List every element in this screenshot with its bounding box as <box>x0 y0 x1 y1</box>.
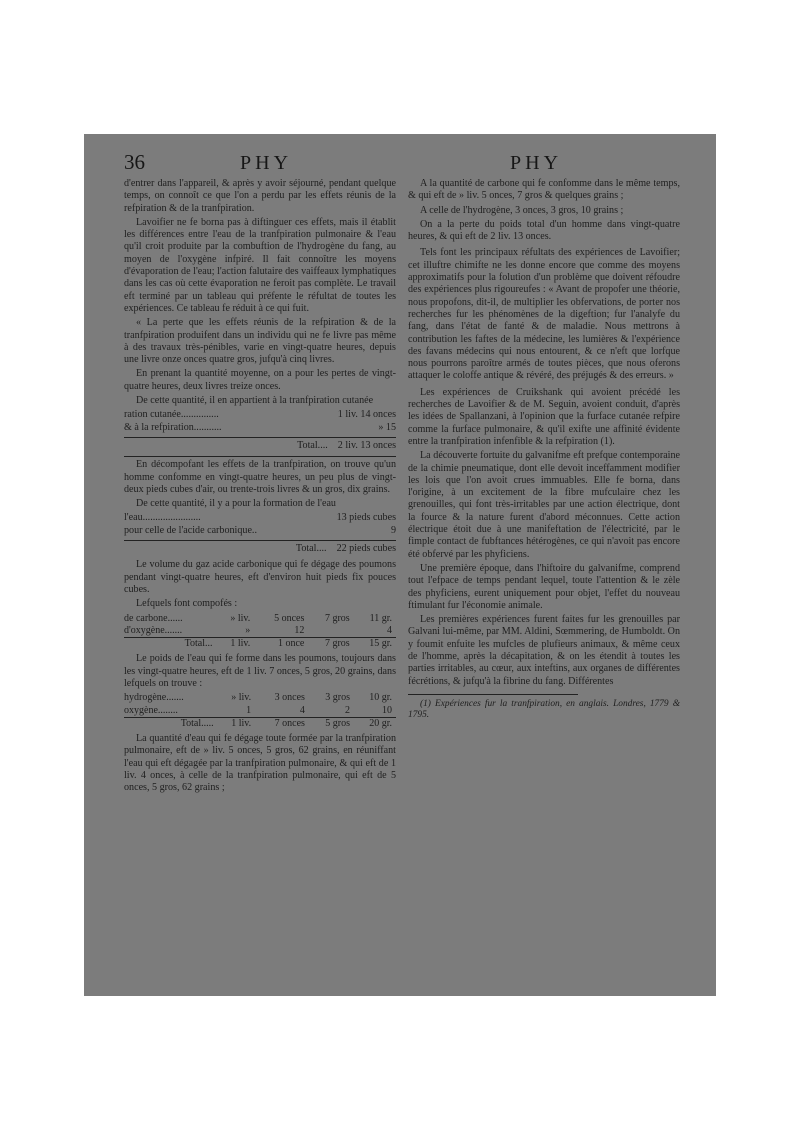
paragraph: d'entrer dans l'appareil, & après y avoir séjourné, pendant quelque temps, on connoît ce que l'on a perdu par les effets réunis de la refpiration & de la tranfpiration. <box>124 178 396 214</box>
scanned-page <box>84 134 716 996</box>
paragraph: Les expériences de Cruikshank qui avoient précédé les recherches de Lavoifier & de M. Seguin, avoient conduit, d'après les idées de Spallanzani, à l'opinion que la furface cutanée refpire comme la furface pulmonaire, & qu'il exifte une affinité évidente entre la tranfpiration infenfible & la refpiration (1). <box>408 386 680 447</box>
paragraph: Une première époque, dans l'hiftoire du galvanifme, comprend tout l'efpace de temps pendant lequel, toute l'attention & le zèle des phyficiens, eurent uniquement pour objet, l'effet du nouveau ftimulant fur l'économie animale. <box>408 562 680 611</box>
total-value: 2 liv. 13 onces <box>337 439 396 451</box>
divider <box>124 540 396 541</box>
table-cell: 7 gros <box>324 612 350 624</box>
paragraph: En prenant la quantité moyenne, on a pour les pertes de vingt-quatre heures, deux livres treize onces. <box>124 368 396 392</box>
paragraph: La quantité d'eau qui fe dégage toute formée par la tranfpiration pulmonaire, eft de » liv. 5 onces, 5 gros, 62 grains, en réuniffant l'eau qui eft dégagée par la tranfpiration pulmonaire, & qui eft de 1 liv. 4 onces, à celle de la tranfpiration pulmonaire, qui eft de 5 onces, 5 gros, 62 grains ; <box>124 733 396 794</box>
total-label: Total.... <box>295 543 327 555</box>
table-cell: 5 onces <box>274 612 305 624</box>
table-cell: » liv. <box>231 692 252 704</box>
table-row <box>124 705 396 718</box>
total-row <box>124 543 396 555</box>
table-cell: Total... <box>184 638 213 650</box>
table-cell: de carbone...... <box>124 612 183 624</box>
table-cell: oxygène........ <box>124 704 178 716</box>
row-label: pour celle de l'acide carbonique.. <box>124 524 257 536</box>
table-cell: d'oxygène....... <box>124 624 183 636</box>
table-cell: Total..... <box>180 717 214 729</box>
table-cell: 2 <box>344 704 350 716</box>
total-value: 22 pieds cubes <box>336 543 396 555</box>
table-cell: 10 <box>382 704 392 716</box>
paragraph: En décompofant les effets de la tranfpiration, on trouve qu'un homme confomme en vingt-quatre heures, un peu plus de vingt-deux pieds cubes d'air, ou trente-trois livres & un gros, dix grains. <box>124 459 396 495</box>
table-row <box>124 409 396 421</box>
table-cell: 4 <box>387 624 392 636</box>
table-row <box>124 422 396 434</box>
paragraph: De cette quantité, il y a pour la formation de l'eau <box>136 498 336 510</box>
table-cell: 1 liv. <box>231 717 252 729</box>
row-value: 13 pieds cubes <box>336 512 396 524</box>
total-label: Total.... <box>297 439 328 451</box>
paragraph: De cette quantité, il en appartient à la tranfpiration cutanée <box>136 395 374 407</box>
table-cell: 7 gros <box>324 638 350 650</box>
composition-table <box>124 613 396 651</box>
paragraph: « La perte que les effets réunis de la refpiration & de la tranfpiration produifent dans un individu qui ne fe livre pas même à des travaux très-pénibles, varie en vingt-quatre heures, depuis une livre onze onces quatre gros, jufqu'à cinq livres. <box>124 317 396 366</box>
table-cell: 1 once <box>277 638 305 650</box>
table-cell: 15 gr. <box>369 638 392 650</box>
running-title-left: PHY <box>240 152 293 174</box>
paragraph: Le poids de l'eau qui fe forme dans les poumons, toujours dans les vingt-quatre heures, eft de 1 liv. 7 onces, 5 gros, 20 grains, dans lefquels on trouve : <box>124 653 396 689</box>
footnote: (1) Expériences fur la tranfpiration, en anglais. Londres, 1779 & 1795. <box>408 698 680 721</box>
running-title-right: PHY <box>510 152 563 174</box>
paragraph: Le volume du gaz acide carbonique qui fe dégage des poumons pendant vingt-quatre heures, eft d'environ huit pieds fix pouces cubes. <box>124 559 396 595</box>
row-value: 9 <box>390 524 396 536</box>
paragraph: Tels font les principaux réfultats des expériences de Lavoifier; cet illuftre chimifte ne les donne encore que comme des moyens approximatifs pour la folution d'un problème que doivent réfoudre des expériences plus rigoureufes : « Avant de propofer une théorie, nous propofons, dit-il, de multiplier les obfervations, de porter nos recherches fur les phénomènes de la digeftion; fur l'analyfe du fang, dans l'état de fanté & de maladie. Nous mettrons à contribution les faftes de la médecine, les lumières & l'expérience des favans médecins qui nous entourent, & ce n'eft que lorfque nous pourrons paroître armés de toutes pièces, que nous oferons attaquer le coloffe antique & révéré, des préjugés & des erreurs. » <box>408 247 680 382</box>
page-number: 36 <box>124 150 145 174</box>
table-cell: 12 <box>294 624 305 636</box>
table-cell: » <box>245 624 251 636</box>
table-cell: 1 liv. <box>230 638 251 650</box>
paragraph: Lavoifier ne fe borna pas à diftinguer ces effets, mais il établit les différences entre l'eau de la tranfpiration pulmonaire & l'eau qu'il croit produite par la combuftion de l'hydrogène du fang, au moyen de l'oxygène infpiré. Il fait connoître les moyens d'évaporation de l'eau; l'action falutaire des vaiffeaux lymphatiques dans les cas où cette évaporation ne feroit pas complète. Le travail eft terminé par un tableau qui préfente le réfultat de toutes les expériences. Ce tableau fe réduit à ce qui fuit. <box>124 216 396 314</box>
row-value: » 15 <box>378 421 396 433</box>
row-label: & à la refpiration........... <box>124 421 222 433</box>
water-composition-table <box>124 692 396 730</box>
table-cell: 5 gros <box>325 717 350 729</box>
left-column <box>124 178 396 797</box>
paragraph: Les premières expériences furent faites fur les grenouilles par Galvani lui-même, par MM. Aldini, Sœmmering, de Humboldt. On y foumit enfuite les mufcles de plufieurs animaux, & même ceux de l'homme, après la décapitation, & on les étendit à toutes les parties irritables, au cœur, aux inteftins, aux organes de différentes fécrétions, & jufqu'à la fibrine du fang. Différentes <box>408 614 680 687</box>
table-row <box>124 512 396 524</box>
paragraph: A celle de l'hydrogène, 3 onces, 3 gros, 10 grains ; <box>420 204 624 216</box>
table-cell: 11 gr. <box>369 612 392 624</box>
table-cell: 10 gr. <box>369 692 392 704</box>
table-cell: hydrogène....... <box>124 692 184 704</box>
table-cell: 1 <box>246 704 252 716</box>
row-value: 1 liv. 14 onces <box>337 409 396 421</box>
total-row <box>124 638 396 651</box>
table-cell: 3 onces <box>274 692 305 704</box>
table-row <box>124 692 396 704</box>
table-cell: 20 gr. <box>369 717 392 729</box>
right-column <box>408 178 680 724</box>
table-cell: 4 <box>299 704 305 716</box>
paragraph: La découverte fortuite du galvanifme eft prefque contemporaine de la chimie pneumatique, dont elle devoit inceffamment modifier les lois que l'on avoit crues immuables. Elle fe borna, dans l'origine, à un excitement de la fibre mufculaire chez les grenouilles, qui font très-irritables par une action électrique, dont la fource & la nature furent d'abord méconnues. Cette action électrique étoit due à une manifeftation de l'électricité, par le fimple contact de fubftances hétérogènes, ce qui n'avoit pas encore été obfervé par les phyficiens. <box>408 450 680 560</box>
table-cell: 7 onces <box>274 717 305 729</box>
table-row <box>124 625 396 638</box>
divider <box>124 437 396 438</box>
paragraph: A la quantité de carbone qui fe confomme dans le même temps, & qui eft de » liv. 5 onces, 7 gros & quelques grains ; <box>408 178 680 202</box>
paragraph: Lefquels font compofés : <box>136 598 238 610</box>
table-row <box>124 525 396 537</box>
total-row <box>124 440 396 452</box>
divider <box>124 456 396 457</box>
table-cell: 3 gros <box>325 692 350 704</box>
total-row <box>124 717 396 730</box>
table-cell <box>308 625 353 638</box>
table-row <box>124 613 396 625</box>
table-cell: » liv. <box>230 612 251 624</box>
footnote-divider <box>408 694 578 695</box>
running-header <box>84 150 716 180</box>
paragraph: On a la perte du poids total d'un homme dans vingt-quatre heures, & qui eft de 2 liv. 13 onces. <box>408 218 680 243</box>
row-label: ration cutanée............... <box>124 409 219 421</box>
row-label: l'eau....................... <box>124 512 201 524</box>
